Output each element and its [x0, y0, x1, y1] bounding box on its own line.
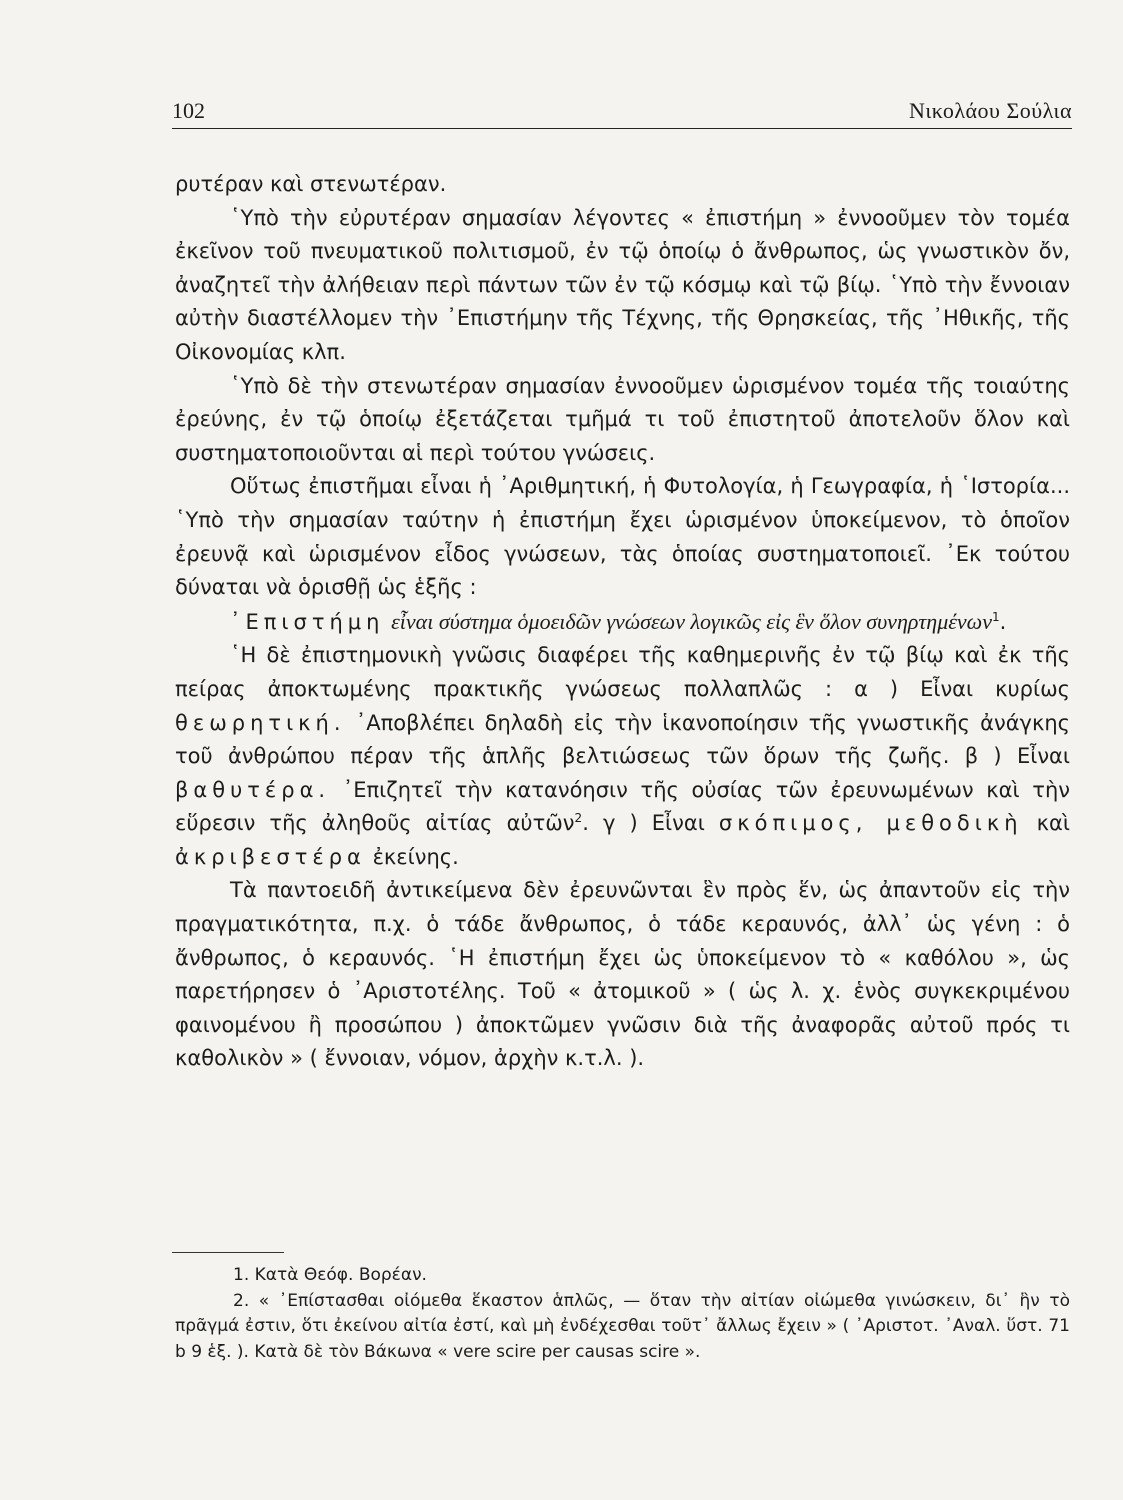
paragraph-4: Οὕτως ἐπιστῆμαι εἶναι ἡ ᾿Αριθμητική, ἡ Φυτολογία, ἡ Γεωγραφία, ἡ ῾Ιστορία... ῾Υπὸ τὴν σημασίαν ταύτην ἡ ἐπιστήμη ἔχει ὡρισμένον ὑποκείμενον, τὸ ὁποῖον ἐρευνᾷ καὶ ὡρισμένον εἶδος γνώσεων, τὰς ὁποίας συστηματοποιεῖ. ᾿Εκ τούτου δύναται νὰ ὁρισθῇ ὡς ἑξῆς :	[175, 474, 1070, 600]
footnote-2: 2. « ᾿Επίστασθαι οἰόμεθα ἕκαστον ἁπλῶς, — ὅταν τὴν αἰτίαν οἰώμεθα γινώσκειν, δι᾿ ἣν τὸ πρᾶγμά ἐστιν, ὅτι ἐκείνου αἰτία ἐστί, καὶ μὴ ἐνδέχεσθαι τοῦτ᾿ ἄλλως ἔχειν » ( ᾿Αριστοτ. ᾿Αναλ. ὕστ. 71 b 9 ἑξ. ). Κατὰ δὲ τὸν Βάκωνα « vere scire per causas scire ».	[175, 1290, 1070, 1362]
paragraph-6-text-a: ῾Η δὲ ἐπιστημονικὴ γνῶσις διαφέρει τῆς καθημερινῆς ἐν τῷ βίῳ καὶ ἐκ τῆς πείρας ἀποκτωμένης πρακτικῆς γνώσεως πολλαπλῶς : α ) Εἶναι κυρίως	[175, 643, 1070, 701]
footnote-1: 1. Κατὰ Θεόφ. Βορέαν.	[233, 1265, 427, 1285]
emphasis-more-precise: ἀκριβεστέρα	[175, 844, 366, 869]
main-text	[175, 168, 1070, 1076]
definition-paragraph: ᾿Επιστήμη εἶναι σύστημα ὁμοειδῶν γνώσεων λογικῶς εἰς ἓν ὅλον συνηρτημένων$^1$.	[230, 608, 1007, 634]
emphasis-purposeful: σκόπιμος, μεθοδικὴ	[718, 811, 1023, 836]
page-number: 102	[172, 98, 205, 123]
footnote-ref-2: 2	[574, 811, 583, 826]
emphasis-theoretical: θεωρητική.	[175, 710, 346, 735]
footnote-ref-1: 1	[991, 609, 1000, 624]
page-header	[172, 92, 1072, 128]
paragraph-6-text-d: . γ ) Εἶναι	[582, 811, 705, 836]
paragraph-6-text-c: ᾿Επιζητεῖ τὴν κατανόησιν τῆς οὐσίας τῶν ἐρευνωμένων καὶ τὴν εὕρεσιν τῆς ἀληθοῦς αἰτίας αὐτῶν	[175, 777, 1070, 836]
header-rule	[172, 128, 1072, 129]
paragraph-6-text-f: ἐκείνης.	[372, 844, 459, 869]
footnote-rule	[172, 1252, 284, 1253]
paragraph-6-text-e: καὶ	[1036, 811, 1070, 836]
paragraph-2: ῾Υπὸ τὴν εὐρυτέραν σημασίαν λέγοντες « ἐπιστήμη » ἐννοοῦμεν τὸν τομέα ἐκεῖνον τοῦ πνευματικοῦ πολιτισμοῦ, ἐν τῷ ὁποίῳ ὁ ἄνθρωπος, ὡς γνωστικὸν ὄν, ἀναζητεῖ τὴν ἀλήθειαν περὶ πάντων τῶν ἐν τῷ κόσμῳ καὶ τῷ βίῳ. ῾Υπὸ τὴν ἔννοιαν αὐτὴν διαστέλλομεν τὴν ᾿Επιστήμην τῆς Τέχνης, τῆς Θρησκείας, τῆς ᾿Ηθικῆς, τῆς Οἰκονομίας κλπ.	[175, 205, 1070, 364]
paragraph-1: ρυτέραν καὶ στενωτέραν.	[175, 172, 447, 196]
emphasis-deeper: βαθυτέρα.	[175, 777, 331, 802]
definition-text: εἶναι σύστημα ὁμοειδῶν γνώσεων λογικῶς εἰς ἓν ὅλον συνηρτημένων	[391, 608, 992, 634]
paragraph-7: Τὰ παντοειδῆ ἀντικείμενα δὲν ἐρευνῶνται ἓν πρὸς ἕν, ὡς ἀπαντοῦν εἰς τὴν πραγματικότητα, π.χ. ὁ τάδε ἄνθρωπος, ὁ τάδε κεραυνός, ἀλλ᾿ ὡς γένη : ὁ ἄνθρωπος, ὁ κεραυνός. ῾Η ἐπιστήμη ἔχει ὡς ὑποκείμενον τὸ « καθόλου », ὡς παρετήρησεν ὁ ᾿Αριστοτέλης. Τοῦ « ἀτομικοῦ » ( ὡς λ. χ. ἑνὸς συγκεκριμένου φαινομένου ἢ προσώπου ) ἀποκτῶμεν γνῶσιν διὰ τῆς ἀναφορᾶς αὐτοῦ πρός τι καθολικὸν » ( ἔννοιαν, νόμον, ἀρχὴν κ.τ.λ. ).	[175, 878, 1070, 1071]
running-head: Νικολάου Σούλια	[908, 98, 1072, 123]
paragraph-6-text-b: ᾿Αποβλέπει δηλαδὴ εἰς τὴν ἱκανοποίησιν τῆς γνωστικῆς ἀνάγκης τοῦ ἀνθρώπου πέραν τῆς ἁπλῆς βελτιώσεως τῶν ὅρων τῆς ζωῆς. β ) Εἶναι	[175, 710, 1070, 769]
paragraph-6	[175, 639, 1070, 874]
footnotes	[175, 1263, 1070, 1365]
paragraph-3: ῾Υπὸ δὲ τὴν στενωτέραν σημασίαν ἐννοοῦμεν ὡρισμένον τομέα τῆς τοιαύτης ἐρεύνης, ἐν τῷ ὁποίῳ ἐξετάζεται τμῆμά τι τοῦ ἐπιστητοῦ ἀποτελοῦν ὅλον καὶ συστηματοποιοῦνται αἱ περὶ τούτου γνώσεις.	[175, 373, 1070, 465]
definition-term: ᾿Επιστήμη	[230, 609, 385, 634]
